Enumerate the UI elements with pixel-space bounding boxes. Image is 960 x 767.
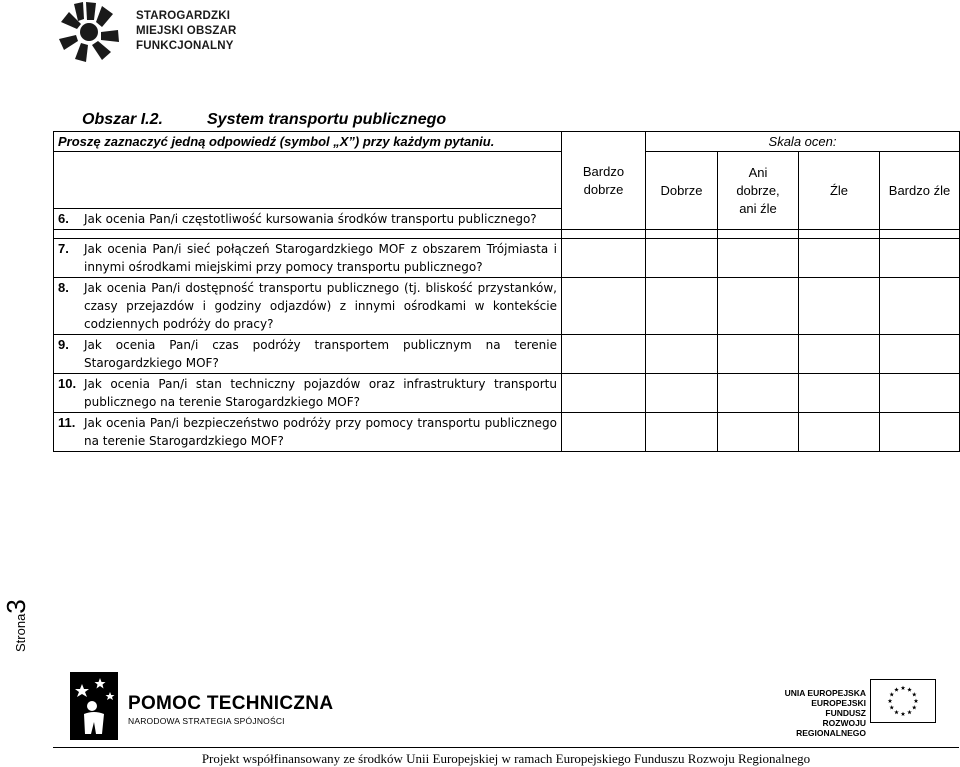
eu-logo <box>770 676 940 738</box>
answer-cell[interactable] <box>799 239 880 278</box>
answer-cell[interactable] <box>799 230 880 239</box>
question-row-9 <box>54 335 562 374</box>
fundusze-europejskie-icon <box>66 668 122 744</box>
eu-flag-icon <box>870 679 936 723</box>
answer-cell[interactable] <box>562 335 646 374</box>
logo-line: STAROGARDZKI <box>136 10 231 22</box>
answer-cell[interactable] <box>646 374 718 413</box>
column-header-line: dobrze, <box>736 182 780 198</box>
answer-cell[interactable] <box>880 374 960 413</box>
eu-star-icon <box>901 712 906 716</box>
answer-cell[interactable] <box>562 278 646 335</box>
eu-star-icon <box>914 699 919 703</box>
answer-cell[interactable] <box>718 278 799 335</box>
column-header-line: Dobrze <box>660 182 703 198</box>
footer-divider <box>53 747 959 748</box>
eu-star-icon <box>888 699 893 703</box>
answer-cell[interactable] <box>718 230 799 239</box>
answer-cell[interactable] <box>646 278 718 335</box>
question-text: Jak ocenia Pan/i częstotliwość kursowania środków transportu publicznego? <box>84 212 537 226</box>
answer-cell[interactable] <box>880 335 960 374</box>
answer-cell[interactable] <box>718 239 799 278</box>
question-number: 11. <box>58 415 76 430</box>
page-number: 3 <box>1 599 31 614</box>
eu-star-icon <box>901 686 906 690</box>
program-title: POMOC TECHNICZNA <box>128 693 334 714</box>
column-header-line: Ani <box>748 164 768 180</box>
pomoc-techniczna-logo <box>66 668 334 748</box>
eu-line: EUROPEJSKI FUNDUSZ <box>811 698 866 718</box>
section-heading <box>82 111 446 129</box>
answer-cell[interactable] <box>718 335 799 374</box>
eu-star-icon <box>889 705 894 709</box>
answer-cell[interactable] <box>880 413 960 452</box>
question-number: 7. <box>58 241 69 256</box>
page-label: Strona <box>13 613 28 652</box>
eu-star-icon <box>894 710 899 714</box>
answer-cell[interactable] <box>718 374 799 413</box>
answer-cell[interactable] <box>562 374 646 413</box>
column-header-bad <box>799 152 880 230</box>
column-header-line: dobrze <box>583 181 624 197</box>
question-number: 8. <box>58 280 69 295</box>
column-header-line: ani źle <box>739 200 777 216</box>
eu-star-icon <box>912 692 917 696</box>
column-header-neutral <box>718 152 799 230</box>
eu-star-icon <box>907 710 912 714</box>
mof-logo <box>56 0 256 64</box>
answer-cell[interactable] <box>799 413 880 452</box>
logo-line: MIEJSKI OBSZAR <box>136 25 237 37</box>
instruction-text: Proszę zaznaczyć jedną odpowiedź (symbol „X”) przy każdym pytaniu. <box>54 132 562 152</box>
page-number-label <box>1 590 31 652</box>
question-6-gap <box>54 230 562 239</box>
answer-cell[interactable] <box>562 239 646 278</box>
program-subtitle: NARODOWA STRATEGIA SPÓJNOŚCI <box>128 716 285 726</box>
answer-cell[interactable] <box>799 335 880 374</box>
answer-cell[interactable] <box>562 230 646 239</box>
answer-cell[interactable] <box>646 230 718 239</box>
question-number: 10. <box>58 376 77 391</box>
answer-cell[interactable] <box>562 413 646 452</box>
answer-cell[interactable] <box>799 374 880 413</box>
column-header-good <box>646 152 718 230</box>
answer-cell[interactable] <box>646 239 718 278</box>
eu-line: UNIA EUROPEJSKA <box>784 688 866 698</box>
eu-star-icon <box>894 687 899 691</box>
answer-cell[interactable] <box>880 230 960 239</box>
question-text: Jak ocenia Pan/i dostępność transportu publicznego (tj. bliskość przystanków, czasy przejazdów i godziny odjazdów) z innymi ośrodkami w kontekście codziennych podróży do pracy? <box>84 281 557 331</box>
logo-line: FUNKCJONALNY <box>136 40 234 52</box>
question-text: Jak ocenia Pan/i stan techniczny pojazdów oraz infrastruktury transportu publicznego na terenie Starogardzkiego MOF? <box>84 377 557 409</box>
question-number: 6. <box>58 211 69 226</box>
section-title: System transportu publicznego <box>207 111 447 128</box>
column-header-very-bad <box>880 152 960 230</box>
eu-star-icon <box>889 692 894 696</box>
mof-logo-text <box>136 9 266 54</box>
column-header-very-good <box>562 132 646 230</box>
column-header-line: Źle <box>829 182 849 198</box>
answer-cell[interactable] <box>799 278 880 335</box>
question-text: Jak ocenia Pan/i czas podróży transportem publicznym na terenie Starogardzkiego MOF? <box>84 338 557 370</box>
answer-cell[interactable] <box>718 413 799 452</box>
mof-logo-mark-icon <box>56 0 122 64</box>
question-row-7 <box>54 239 562 278</box>
answer-cell[interactable] <box>646 335 718 374</box>
footer-note: Projekt współfinansowany ze środków Unii Europejskiej w ramach Europejskiego Funduszu Rozwoju Regionalnego <box>201 751 811 766</box>
section-number: Obszar I.2. <box>82 111 163 128</box>
column-header-line: Bardzo źle <box>888 182 951 198</box>
header-spacer <box>54 152 562 209</box>
answer-cell[interactable] <box>646 413 718 452</box>
question-number: 9. <box>58 337 69 352</box>
question-text: Jak ocenia Pan/i sieć połączeń Starogardzkiego MOF z obszarem Trójmiasta i innymi ośrodkami miejskimi przy pomocy transportu publicznego? <box>84 242 557 274</box>
eu-star-icon <box>907 687 912 691</box>
question-row-11 <box>54 413 562 452</box>
question-row-6 <box>54 209 562 230</box>
column-header-line: Bardzo <box>582 163 625 179</box>
scale-title: Skala ocen: <box>646 132 960 152</box>
question-text: Jak ocenia Pan/i bezpieczeństwo podróży przy pomocy transportu publicznego na terenie Starogardzkiego MOF? <box>84 416 557 448</box>
answer-cell[interactable] <box>880 278 960 335</box>
eu-line: ROZWOJU REGIONALNEGO <box>796 718 866 738</box>
eu-text <box>770 688 866 738</box>
eu-star-icon <box>912 705 917 709</box>
answer-cell[interactable] <box>880 239 960 278</box>
question-row-10 <box>54 374 562 413</box>
rating-table <box>53 131 960 452</box>
question-row-8 <box>54 278 562 335</box>
